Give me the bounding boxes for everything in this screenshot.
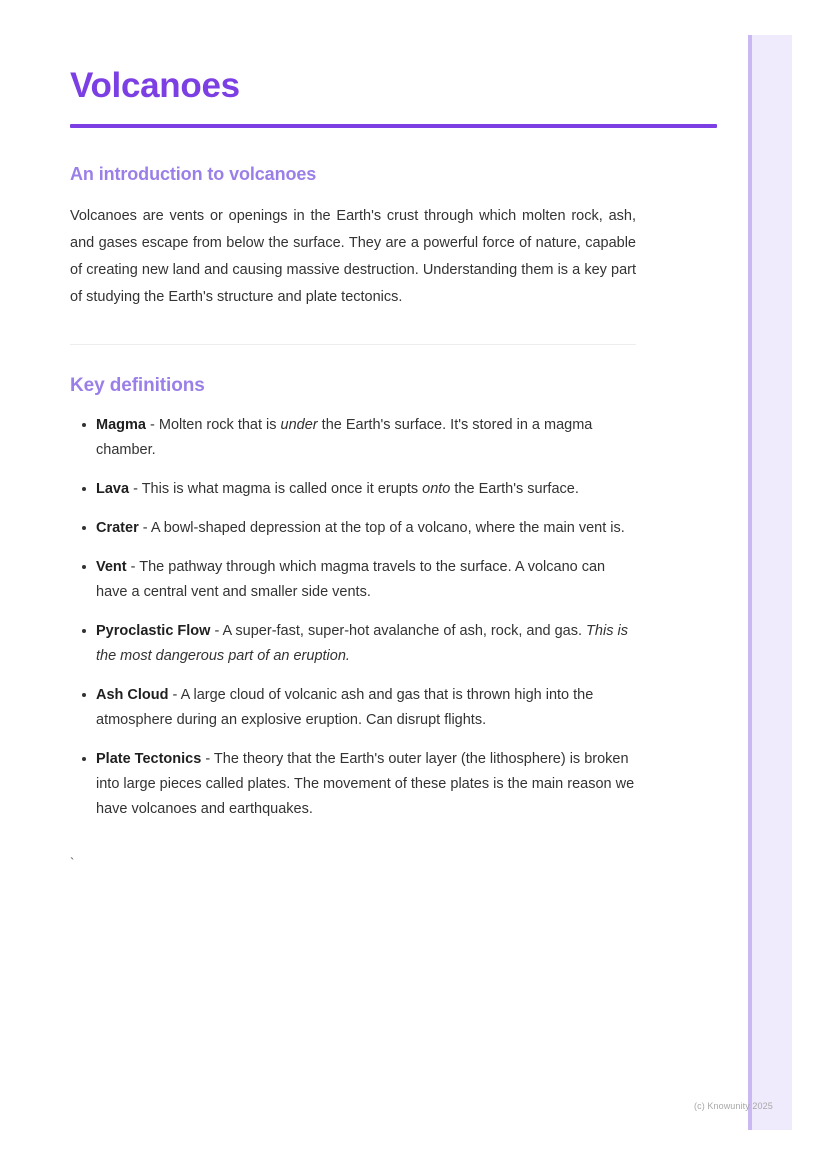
- definition-text: the Earth's surface.: [450, 481, 579, 498]
- definition-separator: -: [168, 687, 181, 704]
- intro-paragraph: Volcanoes are vents or openings in the Earth's crust through which molten rock, ash, and gases escape from below the surface. They are a powerful force of nature, capable of creating new land and causing massive destruction. Understanding them is a key part of studying the Earth's structure and plate tectonics.: [70, 208, 636, 306]
- definition-item: [70, 516, 636, 541]
- definition-term: Pyroclastic Flow: [96, 623, 211, 640]
- key-definitions-heading: Key definitions: [70, 375, 205, 397]
- definition-term: Lava: [96, 481, 130, 498]
- definition-term: Vent: [96, 559, 127, 576]
- definition-item: [70, 619, 636, 669]
- definition-separator: -: [129, 481, 142, 498]
- definition-term: Crater: [96, 520, 139, 537]
- definition-text: This is what magma is called once it erupts: [141, 481, 423, 498]
- decorative-sidebar-strip: [748, 35, 792, 1130]
- footer-credit: (c) Knowunity 2025: [694, 1101, 773, 1111]
- key-definitions-list: [70, 397, 636, 822]
- stray-backtick-mark: `: [70, 855, 75, 871]
- definition-text: The pathway through which magma travels to the surface. A volcano can have a central vent and smaller side vents.: [96, 559, 606, 601]
- definition-text: the Earth's surface. It's stored in a magma chamber.: [96, 417, 593, 459]
- definition-term: Plate Tectonics: [96, 751, 202, 768]
- definition-item: [70, 555, 636, 605]
- definition-separator: -: [126, 559, 140, 576]
- definition-emphasis: under: [280, 417, 318, 434]
- intro-section-heading: An introduction to volcanoes: [70, 164, 317, 185]
- definition-text: A large cloud of volcanic ash and gas that is thrown high into the atmosphere during an explosive eruption. Can disrupt flights.: [96, 687, 594, 729]
- document-content: [70, 0, 636, 870]
- definition-text: A super-fast, super-hot avalanche of ash, rock, and gas.: [222, 623, 587, 640]
- definition-separator: -: [145, 417, 159, 434]
- definition-item: [70, 747, 636, 822]
- definition-emphasis: This is the most dangerous part of an eruption.: [96, 623, 628, 665]
- definition-item: [70, 683, 636, 733]
- definition-separator: -: [210, 623, 223, 640]
- definition-separator: -: [138, 520, 151, 537]
- page-title: Volcanoes: [70, 66, 240, 105]
- definition-text: Molten rock that is: [158, 417, 281, 434]
- definition-text: A bowl-shaped depression at the top of a volcano, where the main vent is.: [150, 520, 625, 537]
- definition-item: [70, 413, 636, 463]
- definition-item: [70, 477, 636, 502]
- definition-text: The theory that the Earth's outer layer (the lithosphere) is broken into large pieces called plates. The movement of these plates is the main reason we have volcanoes and earthquakes.: [96, 751, 635, 818]
- definition-emphasis: onto: [422, 481, 451, 498]
- definition-separator: -: [201, 751, 214, 768]
- definition-term: Magma: [96, 417, 146, 434]
- definition-term: Ash Cloud: [96, 687, 169, 704]
